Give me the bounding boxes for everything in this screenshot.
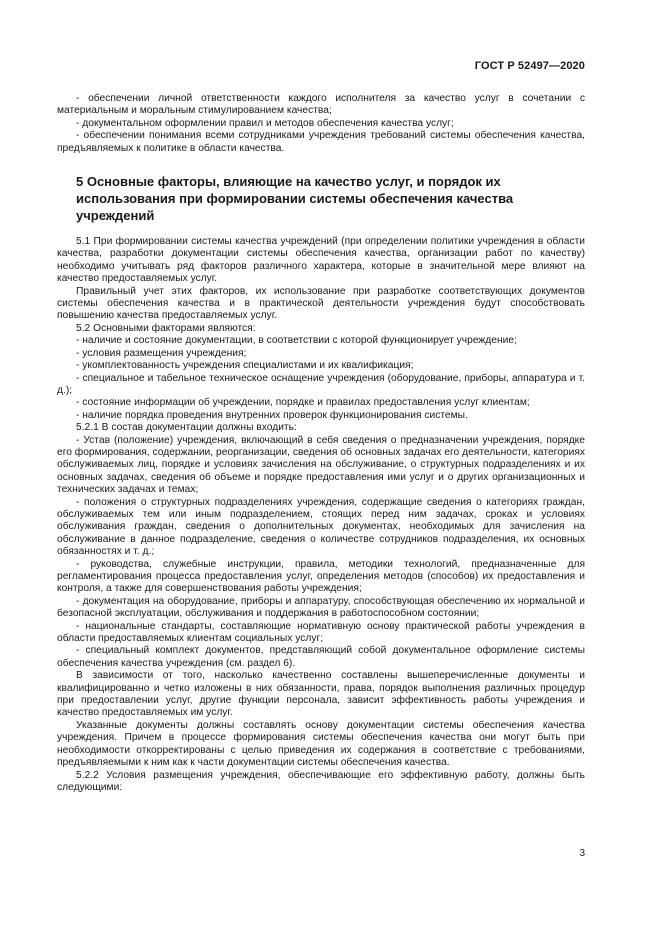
- list-item: - состояние информации об учреждении, порядке и правилах предоставления услуг клиентам;: [76, 397, 530, 409]
- section-heading: 5 Основные факторы, влияющие на качество услуг, и порядок их использования при формировании системы обеспечения качества учреждений: [76, 174, 514, 224]
- page-number: 3: [579, 848, 585, 859]
- paragraph: Указанные документы должны составлять основу документации системы обеспечения качества учреждения. Причем в процессе формирования системы обеспечения качества они могут быть при необходимости откорректированы с целью приведения их содержания в соответствие с требованиями, предъявляемыми к ним как к части документации системы обеспечения качества.: [57, 719, 585, 769]
- list-item: - укомплектованность учреждения специалистами и их квалификация;: [76, 360, 414, 372]
- paragraph: 5.2.2 Условия размещения учреждения, обеспечивающие его эффективную работу, должны быть следующими:: [57, 769, 585, 793]
- list-item: - специальное и табельное техническое оснащение учреждения (оборудование, приборы, аппаратура и т. д.);: [57, 372, 585, 396]
- standard-number: ГОСТ Р 52497—2020: [474, 60, 585, 72]
- paragraph: 5.1 При формировании системы качества учреждений (при определении политики учреждения в области качества, разработки документации системы обеспечения качества, организации работ по качеству) необходимо учитывать ряд факторов различного характера, которые в значительной мере влияют на качество предоставляемых услуг.: [57, 236, 585, 285]
- paragraph: Правильный учет этих факторов, их использование при разработке соответствующих документов системы обеспечения качества и в практической деятельности учреждения будут способствовать повышению качества предоставляемых услуг.: [57, 285, 585, 322]
- list-item: - условия размещения учреждения;: [76, 347, 247, 359]
- paragraph: 5.2.1 В состав документации должны входить:: [76, 422, 297, 434]
- list-item: - наличие порядка проведения внутренних проверок функционирования системы.: [76, 409, 468, 421]
- page-content: [57, 93, 585, 794]
- paragraph: 5.2 Основными факторами являются:: [76, 322, 256, 334]
- list-item: - наличие и состояние документации, в соответствии с которой функционирует учреждение;: [76, 335, 517, 347]
- list-item: - руководства, служебные инструкции, правила, методики технологий, предназначенные для регламентирования процесса предоставления услуг, определения методов (способов) их предоставления и контроля, а также для совершенствования работы учреждения;: [57, 558, 585, 595]
- intro-item: - обеспечении личной ответственности каждого исполнителя за качество услуг в сочетании с материальным и моральным стимулированием качества;: [57, 93, 585, 117]
- intro-item: - обеспечении понимания всеми сотрудниками учреждения требований системы обеспечения качества, предъявляемых к политике в области качества.: [57, 130, 585, 154]
- list-item: - национальные стандарты, составляющие нормативную основу практической работы учреждения в области предоставляемых клиентам социальных услуг;: [57, 620, 585, 645]
- paragraph: В зависимости от того, насколько качественно составлены вышеперечисленные документы и квалифицированно и четко изложены в них обязанности, права, порядок выполнения различных процедур при предоставлении услуг, другие функции персонала, зависит эффективность работы учреждения и качество предоставляемых им услуг.: [57, 670, 585, 719]
- list-item: - Устав (положение) учреждения, включающий в себя сведения о предназначении учреждения, порядке его формирования, содержании, реорганизации, сведения об основных задачах его деятельности, категориях обслуживаемых лиц, порядке и условиях зачисления на обслуживание, о структурных подразделениях и их основных задачах, сведения об объеме и порядке предоставления ими услуг и о других организационных и технических задачах и темах;: [57, 434, 585, 496]
- list-item: - положения о структурных подразделениях учреждения, содержащие сведения о категориях граждан, обслуживаемых тем или иным подразделением, стоящих перед ним задачах, сроках и условиях обслуживания граждан, сведения о дополнительных документах, необходимых для зачисления на обслуживание в данное подразделение, сведения о количестве сотрудников подразделения, их основных обязанностях и т. д.;: [57, 496, 585, 558]
- list-item: - специальный комплект документов, представляющий собой документальное оформление системы обеспечения качества учреждения (см. раздел 6).: [57, 645, 585, 669]
- intro-item: - документальном оформлении правил и методов обеспечения качества услуг;: [76, 117, 454, 129]
- list-item: - документация на оборудование, приборы и аппаратуру, способствующая обеспечению их нормальной и безопасной эксплуатации, обслуживания и поддержания в работоспособном состоянии;: [57, 595, 585, 620]
